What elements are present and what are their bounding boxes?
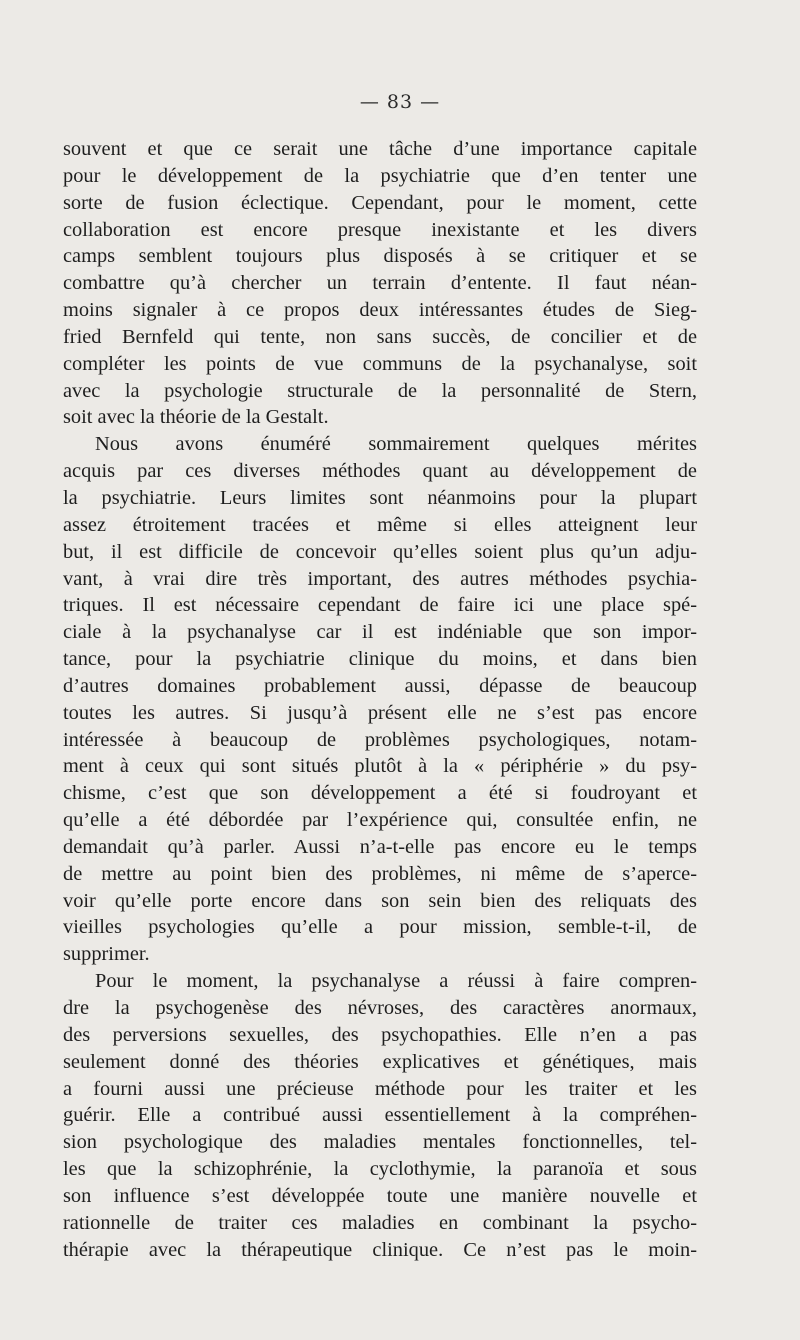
text-line: seulement donné des théories explicatives et génétiques, mais [63, 1050, 697, 1073]
text-line: sorte de fusion éclectique. Cependant, pour le moment, cette [63, 191, 697, 214]
text-line: fried Bernfeld qui tente, non sans succès, de concilier et de [63, 325, 697, 348]
text-line: triques. Il est nécessaire cependant de faire ici une place spé- [63, 594, 697, 617]
text-line: des perversions sexuelles, des psychopathies. Elle n’en a pas [63, 1023, 697, 1046]
text-line: sion psychologique des maladies mentales fonctionnelles, tel- [63, 1131, 697, 1154]
text-line: tance, pour la psychiatrie clinique du moins, et dans bien [63, 648, 697, 671]
text-line: la psychiatrie. Leurs limites sont néanmoins pour la plupart [63, 486, 697, 509]
text-line: demandait qu’à parler. Aussi n’a-t-elle pas encore eu le temps [63, 835, 697, 858]
text-line: d’autres domaines probablement aussi, dépasse de beaucoup [63, 674, 697, 697]
text-line: qu’elle a été débordée par l’expérience qui, consultée enfin, ne [63, 809, 697, 832]
text-line: combattre qu’à chercher un terrain d’entente. Il faut néan- [63, 272, 697, 295]
text-line: avec la psychologie structurale de la personnalité de Stern, [63, 379, 697, 402]
text-line: vant, à vrai dire très important, des autres méthodes psychia- [63, 567, 697, 590]
text-line: intéressée à beaucoup de problèmes psychologiques, notam- [63, 728, 697, 751]
text-line: soit avec la théorie de la Gestalt. [63, 406, 329, 429]
text-line: collaboration est encore presque inexistante et les divers [63, 218, 697, 241]
text-line: moins signaler à ce propos deux intéressantes études de Sieg- [63, 299, 697, 322]
text-line: but, il est difficile de concevoir qu’elles soient plus qu’un adju- [63, 540, 697, 563]
text-line: voir qu’elle porte encore dans son sein bien des reliquats des [63, 889, 697, 912]
text-line: assez étroitement tracées et même si elles atteignent leur [63, 513, 697, 536]
text-line: camps semblent toujours plus disposés à se critiquer et se [63, 245, 697, 268]
text-line: de mettre au point bien des problèmes, ni même de s’aperce- [63, 862, 697, 885]
text-line: a fourni aussi une précieuse méthode pour les traiter et les [63, 1077, 697, 1100]
text-line: supprimer. [63, 943, 150, 966]
body-text [63, 136, 697, 1263]
text-line: souvent et que ce serait une tâche d’une importance capitale [63, 138, 697, 160]
text-line: les que la schizophrénie, la cyclothymie, la paranoïa et sous [63, 1158, 697, 1181]
text-line: dre la psychogenèse des névroses, des caractères anormaux, [63, 997, 697, 1019]
text-line: thérapie avec la thérapeutique clinique. Ce n’est pas le moin- [63, 1238, 697, 1261]
text-line: rationnelle de traiter ces maladies en combinant la psycho- [63, 1211, 697, 1234]
text-line: Pour le moment, la psychanalyse a réussi à faire compren- [95, 970, 697, 993]
text-line: ment à ceux qui sont situés plutôt à la « périphérie » du psy- [63, 755, 697, 778]
text-line: vieilles psychologies qu’elle a pour mission, semble-t-il, de [63, 916, 697, 939]
text-line: son influence s’est développée toute une manière nouvelle et [63, 1184, 697, 1207]
text-line: acquis par ces diverses méthodes quant au développement de [63, 460, 697, 483]
text-line: toutes les autres. Si jusqu’à présent elle ne s’est pas encore [63, 701, 697, 724]
page-number: — 83 — [359, 91, 441, 113]
text-line: guérir. Elle a contribué aussi essentiellement à la compréhen- [63, 1104, 697, 1127]
text-line: pour le développement de la psychiatrie que d’en tenter une [63, 164, 697, 187]
text-line: ciale à la psychanalyse car il est indéniable que son impor- [63, 621, 697, 644]
text-line: compléter les points de vue communs de la psychanalyse, soit [63, 352, 697, 375]
text-line: Nous avons énuméré sommairement quelques mérites [95, 433, 697, 456]
text-line: chisme, c’est que son développement a été si foudroyant et [63, 782, 697, 805]
